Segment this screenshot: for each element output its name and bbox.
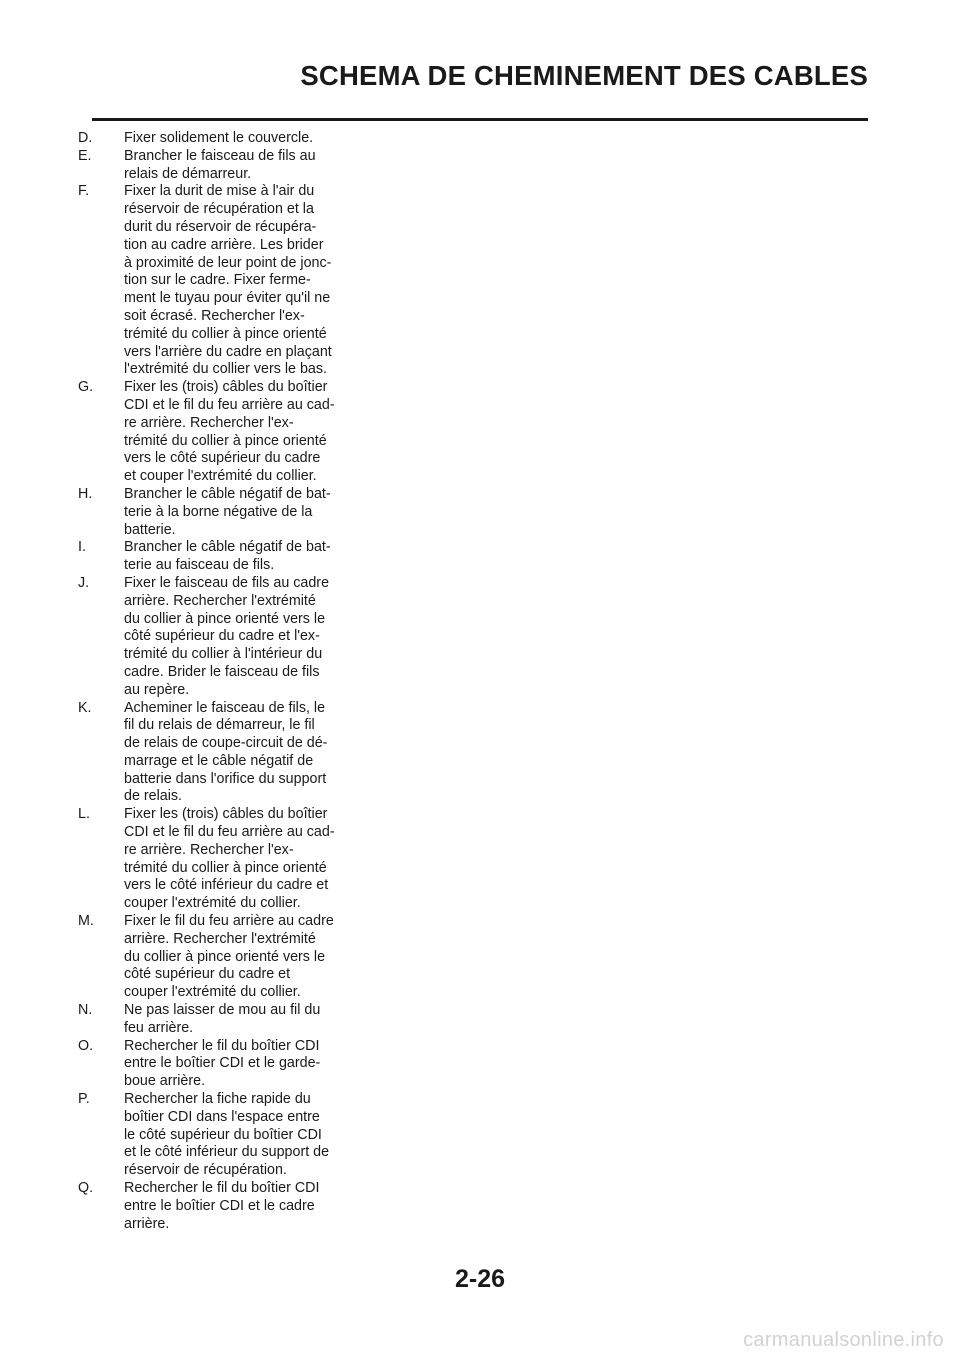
step-letter: K. (78, 699, 92, 716)
step-text-line: Rechercher le fil du boîtier CDI (124, 1037, 320, 1054)
step-text-line: entre le boîtier CDI et le cadre (124, 1197, 315, 1214)
step-text-line: Acheminer le faisceau de fils, le (124, 699, 326, 716)
step-text-line: côté supérieur du cadre et l'ex- (124, 628, 320, 645)
step-letter: J. (78, 574, 90, 591)
step-text-line: Fixer les (trois) câbles du boîtier (124, 379, 328, 396)
step-text-line: et le côté inférieur du support de (124, 1144, 330, 1161)
step-text-line: entre le boîtier CDI et le garde- (124, 1055, 321, 1072)
instruction-step (78, 700, 338, 807)
step-text-line: Rechercher la fiche rapide du (124, 1091, 311, 1108)
step-text-line: cadre. Brider le faisceau de fils (124, 663, 320, 680)
step-text-line: trémité du collier à l'intérieur du (124, 646, 323, 663)
step-text-line: terie au faisceau de fils. (124, 557, 275, 574)
step-text-line: CDI et le fil du feu arrière au cad- (124, 824, 335, 841)
step-letter: I. (78, 539, 86, 556)
step-text-line: réservoir de récupération et la (124, 201, 314, 218)
instruction-step (78, 183, 338, 379)
step-text-line: réservoir de récupération. (124, 1162, 287, 1179)
step-text-line: boue arrière. (124, 1073, 206, 1090)
step-text-line: Fixer la durit de mise à l'air du (124, 183, 315, 200)
step-text-line: de relais de coupe-circuit de dé- (124, 735, 328, 752)
instruction-step (78, 1038, 338, 1091)
step-text-line: re arrière. Rechercher l'ex- (124, 841, 294, 858)
instruction-step (78, 913, 338, 1002)
step-letter: P. (78, 1091, 90, 1108)
step-text-line: durit du réservoir de récupéra- (124, 218, 317, 235)
step-text-line: vers l'arrière du cadre en plaçant (124, 343, 332, 360)
step-letter: L. (78, 806, 90, 823)
step-text-line: re arrière. Rechercher l'ex- (124, 414, 294, 431)
step-text-line: fil du relais de démarreur, le fil (124, 717, 315, 734)
step-text-line: l'extrémité du collier vers le bas. (124, 361, 327, 378)
step-text-line: Fixer solidement le couvercle. (124, 130, 314, 146)
step-letter: O. (78, 1037, 94, 1054)
watermark: carmanualsonline.info (743, 1329, 944, 1351)
step-text-line: Fixer les (trois) câbles du boîtier (124, 806, 328, 823)
step-text-line: Rechercher le fil du boîtier CDI (124, 1180, 320, 1197)
instruction-step (78, 148, 338, 184)
step-text-line: et couper l'extrémité du collier. (124, 468, 317, 485)
page-number: 2-26 (454, 1265, 506, 1293)
title-rule (92, 118, 868, 121)
step-text-line: au repère. (124, 681, 190, 698)
instruction-step (78, 130, 338, 148)
page-title: SCHEMA DE CHEMINEMENT DES CABLES (300, 60, 868, 91)
step-letter: D. (78, 130, 93, 146)
instruction-list (78, 130, 338, 1233)
step-text-line: tion au cadre arrière. Les brider (124, 236, 324, 253)
step-text-line: du collier à pince orienté vers le (124, 948, 326, 965)
step-text-line: couper l'extrémité du collier. (124, 984, 301, 1001)
step-text-line: trémité du collier à pince orienté (124, 859, 327, 876)
instruction-step (78, 1180, 338, 1233)
step-letter: N. (78, 1002, 93, 1019)
step-letter: E. (78, 147, 92, 164)
step-text-line: vers le côté supérieur du cadre (124, 450, 321, 467)
step-letter: Q. (78, 1180, 94, 1197)
step-text-line: côté supérieur du cadre et (124, 966, 291, 983)
step-letter: G. (78, 379, 94, 396)
step-text-line: feu arrière. (124, 1019, 194, 1036)
step-text-line: du collier à pince orienté vers le (124, 610, 326, 627)
step-text-line: arrière. Rechercher l'extrémité (124, 930, 316, 947)
step-text-line: trémité du collier à pince orienté (124, 432, 327, 449)
step-text-line: le côté supérieur du boîtier CDI (124, 1126, 322, 1143)
step-text-line: terie à la borne négative de la (124, 503, 313, 520)
step-text-line: soit écrasé. Rechercher l'ex- (124, 307, 305, 324)
step-text-line: Brancher le faisceau de fils au (124, 147, 316, 164)
step-text-line: relais de démarreur. (124, 165, 252, 182)
instruction-step (78, 806, 338, 913)
step-text-line: Fixer le faisceau de fils au cadre (124, 574, 330, 591)
step-text-line: vers le côté inférieur du cadre et (124, 877, 329, 894)
instruction-step (78, 1002, 338, 1038)
step-text-line: batterie dans l'orifice du support (124, 770, 327, 787)
step-text-line: de relais. (124, 788, 183, 805)
instruction-step (78, 379, 338, 486)
instruction-step (78, 1091, 338, 1180)
step-text-line: couper l'extrémité du collier. (124, 895, 301, 912)
step-text-line: trémité du collier à pince orienté (124, 325, 327, 342)
step-text-line: Brancher le câble négatif de bat- (124, 485, 331, 502)
step-text-line: arrière. (124, 1215, 170, 1232)
step-letter: M. (78, 913, 94, 930)
step-text-line: ment le tuyau pour éviter qu'il ne (124, 290, 331, 307)
step-text-line: CDI et le fil du feu arrière au cad- (124, 396, 335, 413)
instruction-step (78, 575, 338, 700)
step-text-line: à proximité de leur point de jonc- (124, 254, 332, 271)
step-text-line: Ne pas laisser de mou au fil du (124, 1002, 321, 1019)
step-letter: H. (78, 485, 93, 502)
instruction-step (78, 539, 338, 575)
step-text-line: Brancher le câble négatif de bat- (124, 539, 331, 556)
step-text-line: marrage et le câble négatif de (124, 752, 314, 769)
step-text-line: tion sur le cadre. Fixer ferme- (124, 272, 311, 289)
step-text-line: batterie. (124, 521, 176, 538)
step-text-line: arrière. Rechercher l'extrémité (124, 592, 316, 609)
step-text-line: boîtier CDI dans l'espace entre (124, 1108, 320, 1125)
step-letter: F. (78, 183, 90, 200)
instruction-step (78, 486, 338, 539)
step-text-line: Fixer le fil du feu arrière au cadre (124, 913, 334, 930)
